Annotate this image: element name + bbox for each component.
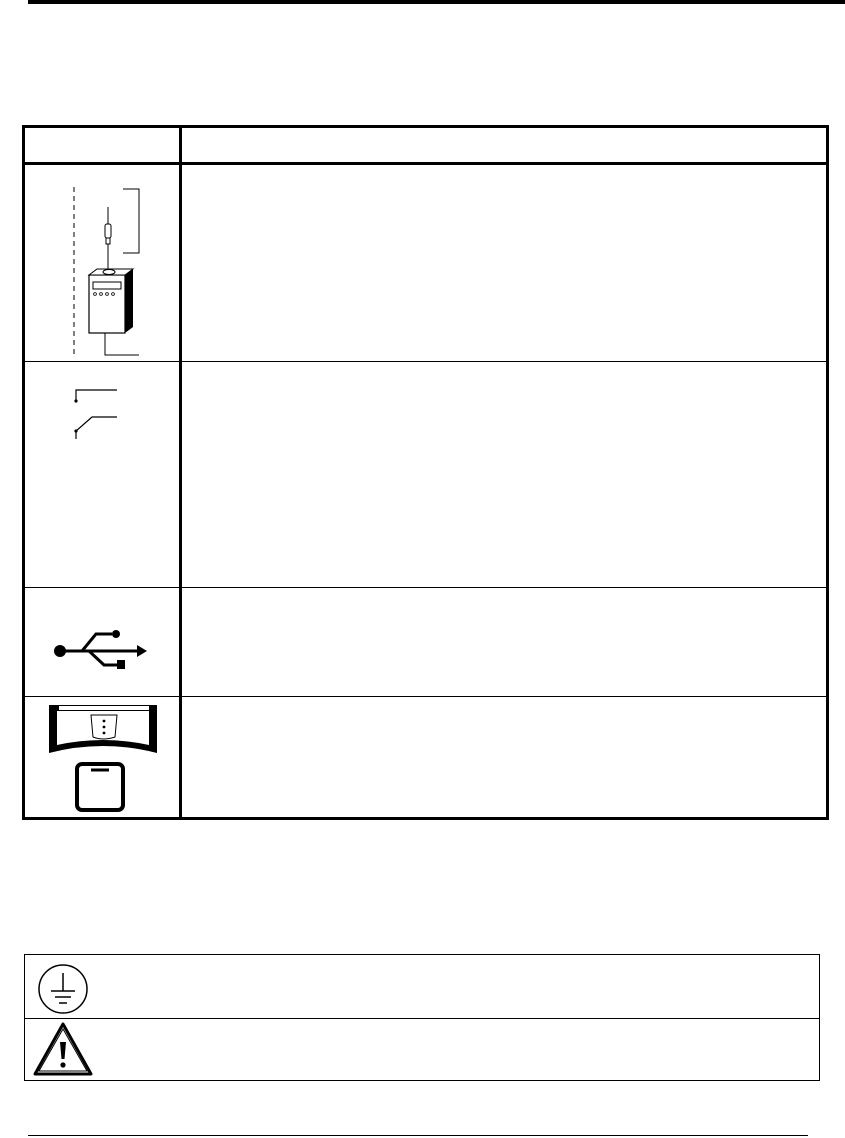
notice-1-symbol [31, 957, 95, 1024]
external-sensor-connection-icon [25, 165, 179, 361]
table-row-4-symbol [25, 697, 179, 817]
notice-2-symbol [31, 1020, 95, 1083]
table-row-2-description [185, 362, 820, 587]
table-row-3-symbol [25, 588, 179, 696]
display-panel-icon [25, 697, 179, 817]
table-row-1-symbol [25, 165, 179, 361]
warning-triangle-icon [31, 1020, 95, 1078]
symbol-table [22, 125, 829, 820]
table-row-1-description [185, 165, 820, 361]
column-divider [179, 128, 182, 817]
table-row-2-symbol [25, 362, 179, 587]
header-symbol [25, 128, 179, 162]
protective-earth-icon [31, 957, 95, 1019]
usb-icon [25, 588, 179, 696]
relay-contact-icon [25, 362, 179, 452]
table-row-4-description [185, 697, 820, 817]
header-description [182, 128, 826, 162]
bottom-rule [28, 1135, 808, 1136]
table-row-3-description [185, 588, 820, 696]
notice-divider [25, 1018, 819, 1019]
top-rule [28, 0, 845, 4]
notice-box [24, 954, 820, 1081]
